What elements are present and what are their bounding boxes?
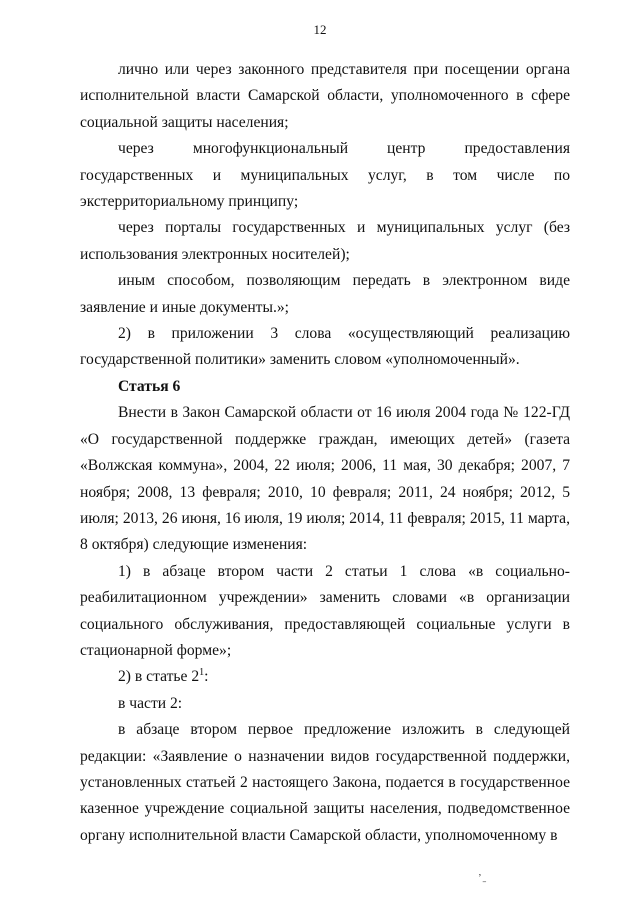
article-item-1: 1) в абзаце втором части 2 статьи 1 слова «в социально-реабилитационном учреждении» заменить словами «в организации социального обслуживания, предоставляющей социальные услуги в стационарной форме»; — [80, 562, 570, 659]
paragraph: через порталы государственных и муниципальных услуг (без использования электронных носителей); — [80, 219, 570, 263]
item2-suffix: : — [204, 668, 209, 686]
paragraph: лично или через законного представителя при посещении органа исполнительной власти Самарской области, уполномоченного в сфере социальной защиты населения; — [80, 61, 570, 131]
part-2-label: в части 2: — [118, 694, 183, 712]
document-body — [80, 57, 570, 849]
footer-marks: ʼ ̱ — [478, 872, 485, 884]
article-intro: Внести в Закон Самарской области от 16 июля 2004 года № 122-ГД «О государственной поддержке граждан, имеющих детей» (газета «Волжская коммуна», 2004, 22 июля; 2006, 11 мая, 30 декабря; 2007, 7 ноября; 2008, 13 февраля; 2010, 10 февраля; 2011, 24 ноября; 2012, 5 июля; 2013, 26 июня, 16 июля, 19 июля; 2014, 11 февраля; 2015, 11 марта, 8 октября) следующие изменения: — [80, 404, 570, 554]
article-last-paragraph: в абзаце втором первое предложение изложить в следующей редакции: «Заявление о назначении видов государственной поддержки, установленных статьей 2 настоящего Закона, подается в государственное казенное учреждение социальной защиты населения, подведомственное органу исполнительной власти Самарской области, уполномоченному в — [80, 721, 570, 844]
item2-prefix: 2) в статье 2 — [118, 668, 200, 686]
item2-superscript: 1 — [199, 667, 205, 679]
article-heading: Статья 6 — [118, 377, 181, 395]
article-item-2 — [80, 664, 570, 690]
paragraph: иным способом, позволяющим передать в электронном виде заявление и иные документы.»; — [80, 272, 570, 316]
paragraph: 2) в приложении 3 слова «осуществляющий реализацию государственной политики» заменить словом «уполномоченный». — [80, 325, 570, 369]
page-number: 12 — [313, 22, 327, 37]
paragraph: через многофункциональный центр предоставления государственных и муниципальных услуг, в том числе по экстерриториальному принципу; — [80, 140, 570, 211]
